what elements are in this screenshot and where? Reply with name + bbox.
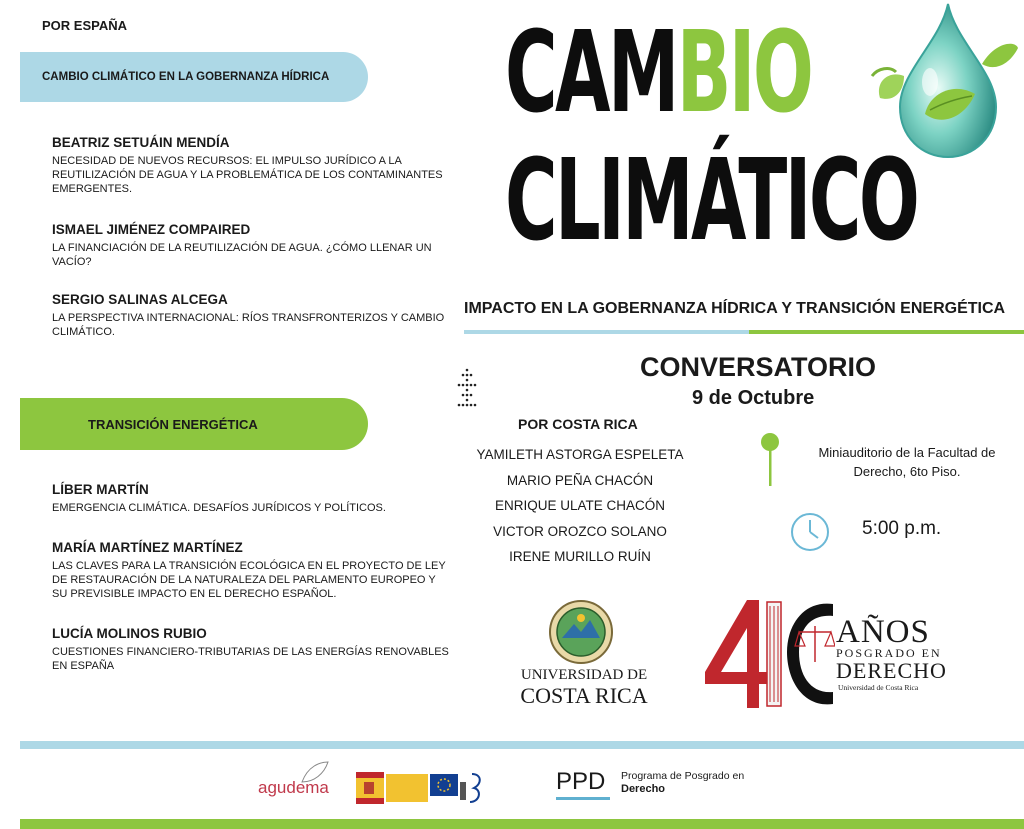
ucr-name-line2: COSTA RICA	[520, 683, 648, 708]
footer-divider-green	[20, 819, 1024, 829]
list-item: IRENE MURILLO RUÍN	[509, 549, 651, 564]
ucr-seal-icon	[548, 598, 614, 666]
anniversary-field: DERECHO	[836, 658, 947, 683]
event-venue: Miniauditorio de la Facultad de Derecho, 6to Piso.	[818, 445, 996, 479]
speaker-name: ISMAEL JIMÉNEZ COMPAIRED	[52, 222, 251, 237]
title-cam: CAM	[505, 8, 677, 138]
speaker-talk: LAS CLAVES PARA LA TRANSICIÓN ECOLÓGICA EN EL PROYECTO DE LEY DE RESTAURACIÓN DE LA NATURALEZA DEL PARLAMENTO EUROPEO Y SU PREVISIBLE IMPACTO EN EL DERECHO ESPAÑOL.	[52, 560, 446, 600]
speaker-talk: LA FINANCIACIÓN DE LA REUTILIZACIÓN DE AGUA. ¿CÓMO LLENAR UN VACÍO?	[52, 242, 432, 268]
topic-water-banner	[20, 52, 368, 102]
topic-energy-banner	[20, 398, 368, 450]
speaker-item	[52, 135, 452, 196]
speaker-talk: EMERGENCIA CLIMÁTICA. DESAFÍOS JURÍDICOS Y POLÍTICOS.	[52, 502, 386, 514]
agudema-logo: agudema	[258, 778, 329, 797]
section-spain-heading: POR ESPAÑA	[42, 18, 127, 33]
ucr-name-line1: UNIVERSIDAD DE	[520, 667, 648, 683]
location-pin-icon	[760, 432, 780, 488]
list-item: ENRIQUE ULATE CHACÓN	[494, 498, 666, 513]
speaker-name: LUCÍA MOLINOS RUBIO	[52, 626, 207, 641]
anniversary-program: POSGRADO EN	[836, 646, 942, 660]
speaker-item	[52, 292, 452, 339]
title-line-2: CLIMÁTICO	[505, 136, 918, 266]
event-date: 9 de Octubre	[692, 387, 815, 409]
ppd-logo: PPD	[556, 768, 606, 795]
topic-water-label: CAMBIO CLIMÁTICO EN LA GOBERNANZA HÍDRICA	[42, 71, 330, 83]
speaker-talk: CUESTIONES FINANCIERO-TRIBUTARIAS DE LAS ENERGÍAS RENOVABLES EN ESPAÑA	[52, 646, 449, 672]
speaker-item	[52, 626, 452, 673]
footer-divider-blue	[20, 741, 1024, 749]
speaker-talk: NECESIDAD DE NUEVOS RECURSOS: EL IMPULSO JURÍDICO A LA REUTILIZACIÓN DE AGUA Y LA PROBLEMÁTICA DE LOS CONTAMINANTES EMERGENTES.	[52, 155, 443, 195]
title-line-1	[505, 8, 831, 138]
title-bio: BIO	[676, 8, 812, 138]
event-type: CONVERSATORIO	[640, 352, 877, 382]
speaker-item	[52, 482, 452, 515]
ppd-program-label: Programa de Posgrado en	[621, 770, 745, 782]
speaker-name: BEATRIZ SETUÁIN MENDÍA	[52, 135, 230, 150]
sponsor-logos-icon	[356, 772, 486, 804]
list-item: VICTOR OROZCO SOLANO	[493, 523, 667, 539]
dots-decoration-icon	[455, 367, 479, 411]
speaker-name: MARÍA MARTÍNEZ MARTÍNEZ	[52, 540, 243, 555]
anniversary-university: Universidad de Costa Rica	[838, 683, 919, 692]
speaker-item	[52, 540, 452, 601]
clock-icon	[789, 511, 831, 553]
event-time: 5:00 p.m.	[862, 518, 942, 539]
costa-rica-speakers	[466, 442, 694, 570]
water-drop-leaf-icon	[870, 2, 1020, 162]
list-item: YAMILETH ASTORGA ESPELETA	[476, 447, 684, 462]
forty-years-logo	[703, 596, 835, 710]
speaker-item	[52, 222, 452, 269]
divider-blue	[464, 330, 749, 334]
anniversary-years: AÑOS	[836, 614, 930, 650]
ppd-field-label: Derecho	[621, 783, 666, 795]
speaker-name: SERGIO SALINAS ALCEGA	[52, 292, 228, 307]
speaker-name: LÍBER MARTÍN	[52, 482, 149, 497]
section-costa-rica-heading: POR COSTA RICA	[518, 416, 638, 432]
ppd-underline	[556, 797, 610, 800]
speaker-talk: LA PERSPECTIVA INTERNACIONAL: RÍOS TRANSFRONTERIZOS Y CAMBIO CLIMÁTICO.	[52, 312, 445, 338]
list-item: MARIO PEÑA CHACÓN	[506, 472, 654, 488]
divider-green	[749, 330, 1024, 334]
topic-energy-label: TRANSICIÓN ENERGÉTICA	[88, 416, 258, 432]
event-subtitle: IMPACTO EN LA GOBERNANZA HÍDRICA Y TRANSICIÓN ENERGÉTICA	[464, 300, 1006, 317]
